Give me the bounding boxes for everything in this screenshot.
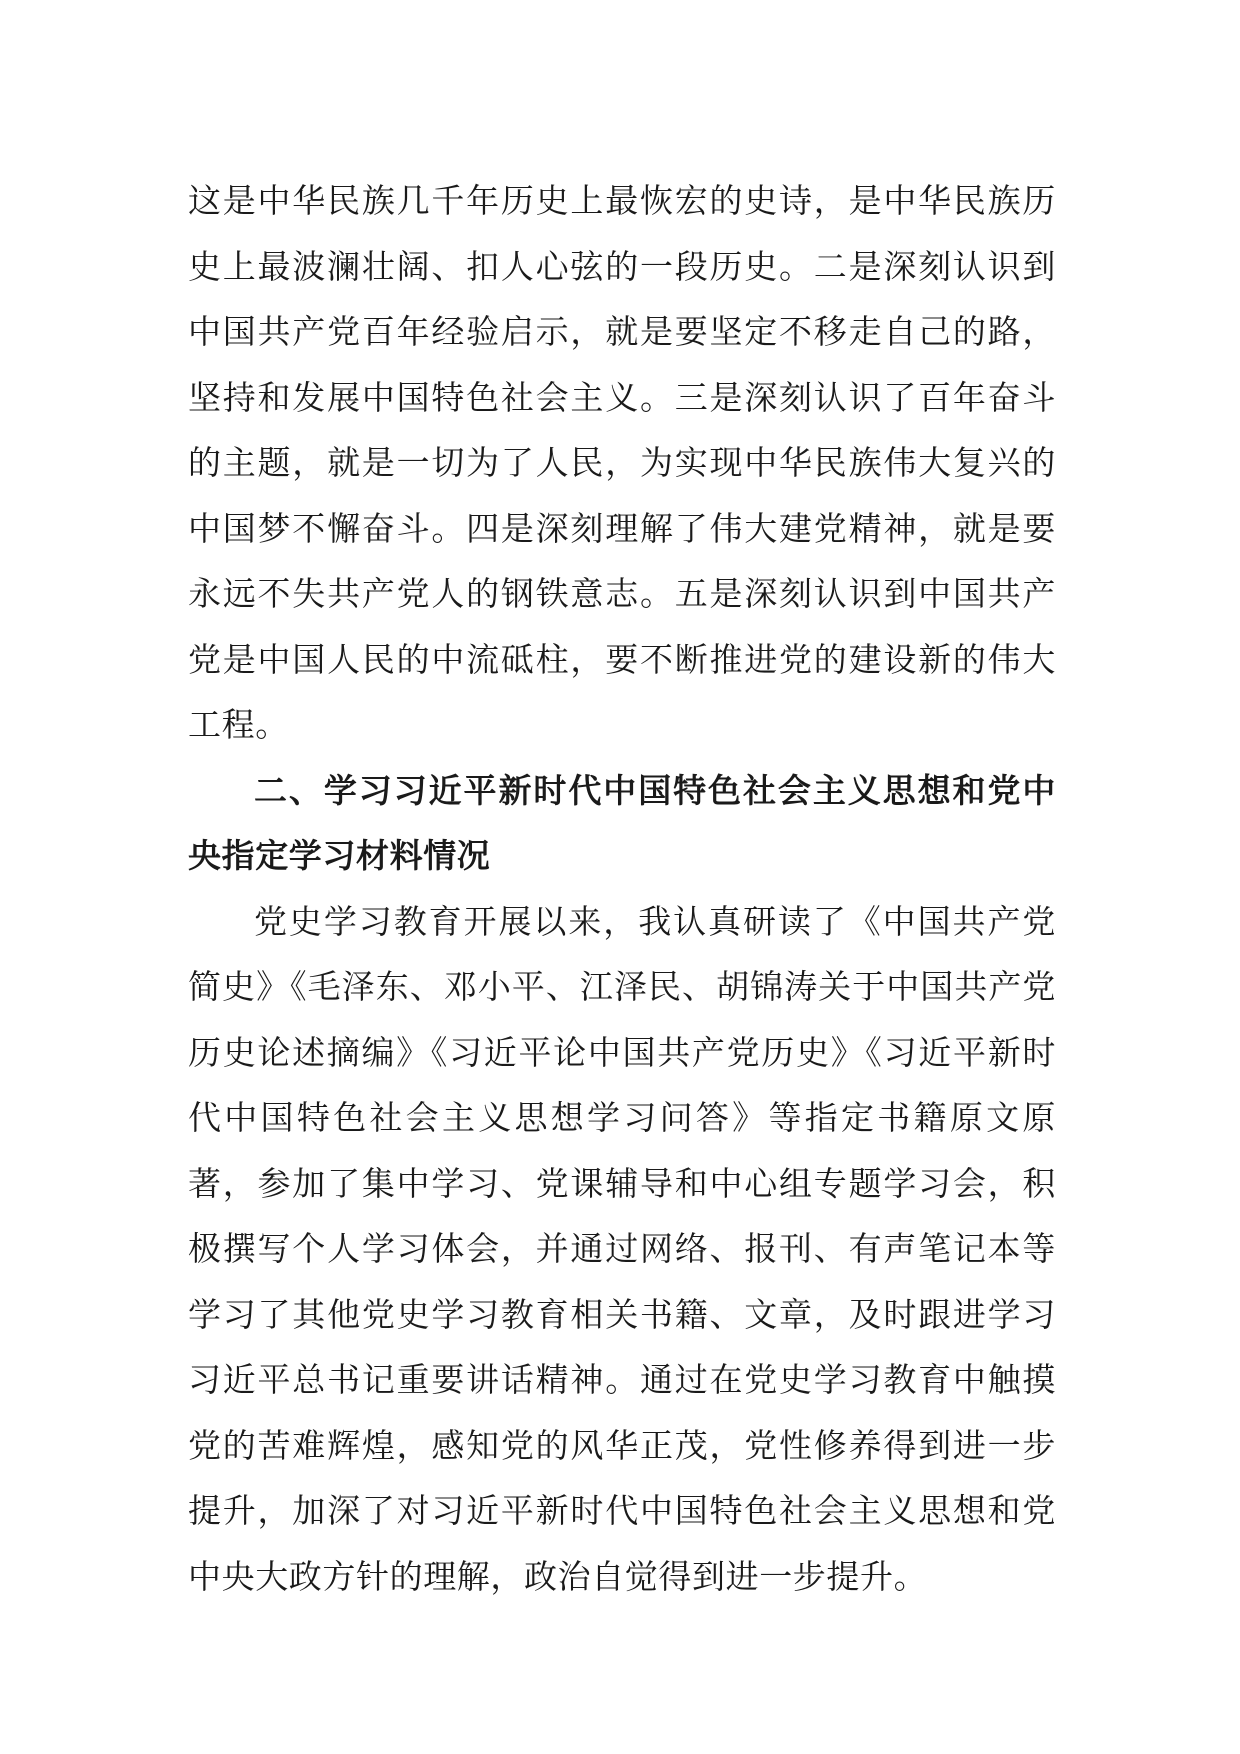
paragraph-study-materials: 党史学习教育开展以来，我认真研读了《中国共产党简史》《毛泽东、邓小平、江泽民、胡锦涛关于中国共产党历史论述摘编》《习近平论中国共产党历史》《习近平新时代中国特色社会主义思想学习问答》等指定书籍原文原著，参加了集中学习、党课辅导和中心组专题学习会，积极撰写个人学习体会，并通过网络、报刊、有声笔记本等学习了其他党史学习教育相关书籍、文章，及时跟进学习习近平总书记重要讲话精神。通过在党史学习教育中触摸党的苦难辉煌，感知党的风华正茂，党性修养得到进一步提升，加深了对习近平新时代中国特色社会主义思想和党中央大政方针的理解，政治自觉得到进一步提升。 — [188, 901, 1056, 1596]
paragraph-continuation: 这是中华民族几千年历史上最恢宏的史诗，是中华民族历史上最波澜壮阔、扣人心弦的一段历史。二是深刻认识到中国共产党百年经验启示，就是要坚定不移走自己的路，坚持和发展中国特色社会主义。三是深刻认识了百年奋斗的主题，就是一切为了人民，为实现中华民族伟大复兴的中国梦不懈奋斗。四是深刻理解了伟大建党精神，就是要永远不失共产党人的钢铁意志。五是深刻认识到中国共产党是中国人民的中流砥柱，要不断推进党的建设新的伟大工程。 — [188, 181, 1056, 744]
section-heading: 二、学习习近平新时代中国特色社会主义思想和党中央指定学习材料情况 — [188, 770, 1056, 875]
document-body — [188, 168, 1056, 1609]
